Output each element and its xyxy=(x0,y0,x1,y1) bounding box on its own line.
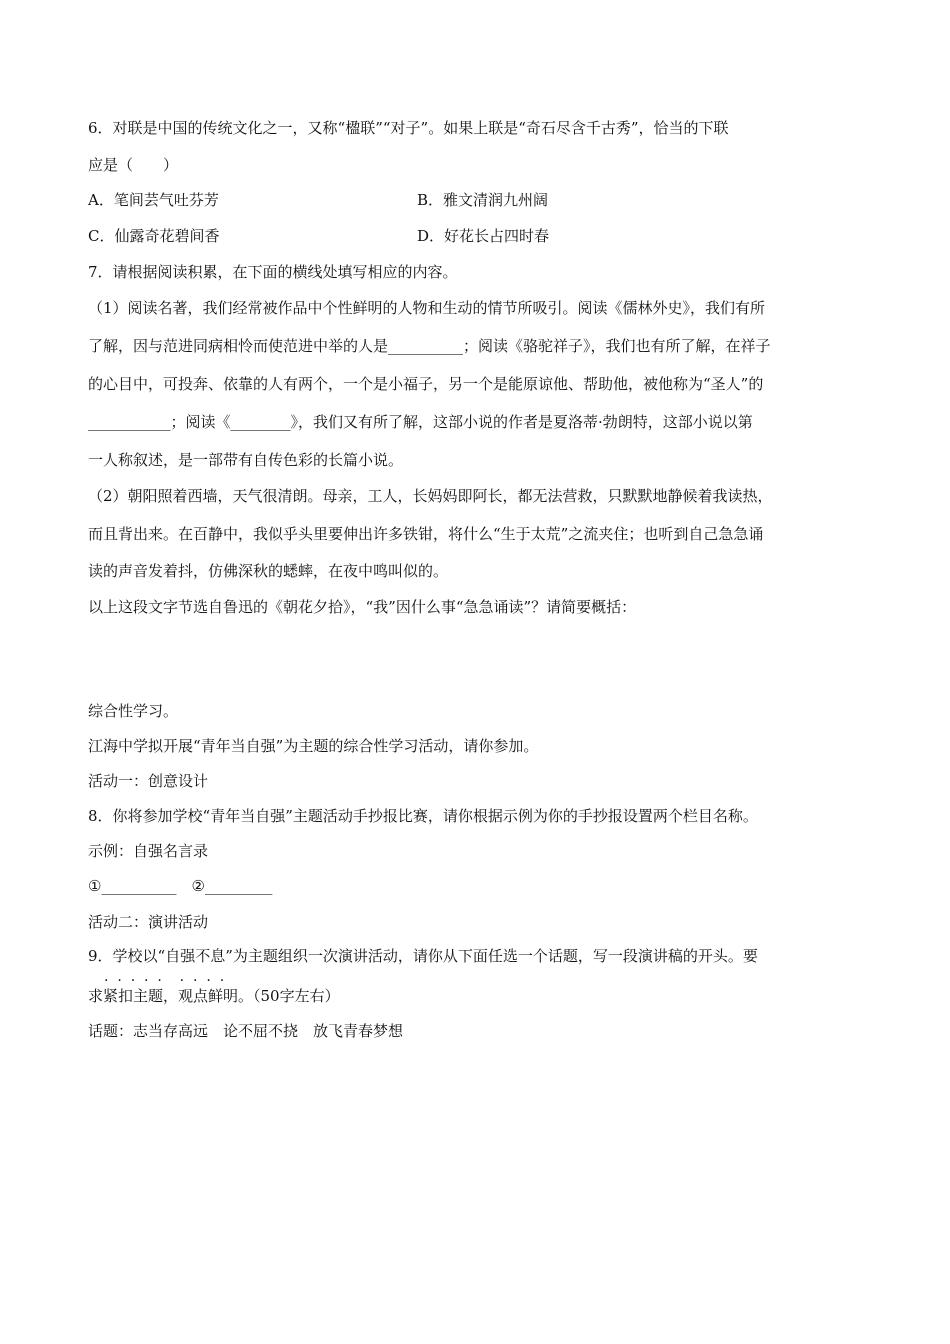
q7-p1-line: ___________；阅读《________》，我们又有所了解，这部小说的作者是夏洛蒂·勃朗特，这部小说以第 xyxy=(88,413,753,431)
q6-stem-line2: 应是（ ） xyxy=(88,156,179,174)
activity1-heading: 活动一：创意设计 xyxy=(88,772,209,790)
q7-p1-line: 一人称叙述，是一部带有自传色彩的长篇小说。 xyxy=(88,451,404,469)
section-intro: 江海中学拟开展“青年当自强”为主题的综合性学习活动，请你参加。 xyxy=(88,737,539,755)
q6-option-b: B．雅文清润九州阔 xyxy=(417,191,549,209)
q9-topics: 话题：志当存高远 论不屈不挠 放飞青春梦想 xyxy=(88,1022,404,1040)
q8-stem: 8．你将参加学校“青年当自强”主题活动手抄报比赛，请你根据示例为你的手抄报设置两个栏目名称。 xyxy=(88,807,758,825)
q7-p2-line: 而且背出来。在百静中，我似乎头里要伸出许多铁钳，将什么“生于太荒”之流夹住；也听到自己急急诵 xyxy=(88,525,764,543)
q8-example: 示例：自强名言录 xyxy=(88,842,209,860)
q6-stem-line1: 6．对联是中国的传统文化之一，又称“楹联”“对子”。如果上联是“奇石尽含千古秀”，恰当的下联 xyxy=(88,119,729,137)
q6-option-a: A．笔间芸气吐芬芳 xyxy=(88,191,219,209)
q7-stem: 7．请根据阅读积累，在下面的横线处填写相应的内容。 xyxy=(88,263,458,281)
emphasis-dots: . . . . . . . . . xyxy=(104,969,225,985)
q8-answer-blanks: ①__________ ②_________ xyxy=(88,877,273,895)
activity2-heading: 活动二：演讲活动 xyxy=(88,913,209,931)
q7-p1-line: 了解，因与范进同病相怜而使范进中举的人是__________；阅读《骆驼祥子》，我们也有所了解，在祥子 xyxy=(88,337,771,355)
q9-stem-line2: 求紧扣主题，观点鲜明。（50字左右） xyxy=(88,987,340,1005)
q7-question: 以上这段文字节选自鲁迅的《朝花夕拾》，“我”因什么事“急急诵读”？请简要概括： xyxy=(88,598,637,616)
q6-option-c: C．仙露奇花碧间香 xyxy=(88,227,220,245)
q7-p1-line: （1）阅读名著，我们经常被作品中个性鲜明的人物和生动的情节所吸引。阅读《儒林外史》，我们有所 xyxy=(88,299,766,317)
section-title: 综合性学习。 xyxy=(88,702,179,720)
q6-option-d: D．好花长占四时春 xyxy=(417,227,550,245)
q7-p2-line: 读的声音发着抖，仿佛深秋的蟋蟀，在夜中鸣叫似的。 xyxy=(88,562,449,580)
q9-stem-line1: 9．学校以“自强不息”为主题组织一次演讲活动，请你从下面任选一个话题，写一段演讲稿的开头。要 xyxy=(88,947,758,965)
q7-p2-line: （2）朝阳照着西墙，天气很清朗。母亲，工人，长妈妈即阿长，都无法营救，只默默地静候着我读热， xyxy=(88,487,773,505)
q7-p1-line: 的心目中，可投奔、依靠的人有两个，一个是小福子，另一个是能原谅他、帮助他，被他称为“圣人”的 xyxy=(88,375,764,393)
